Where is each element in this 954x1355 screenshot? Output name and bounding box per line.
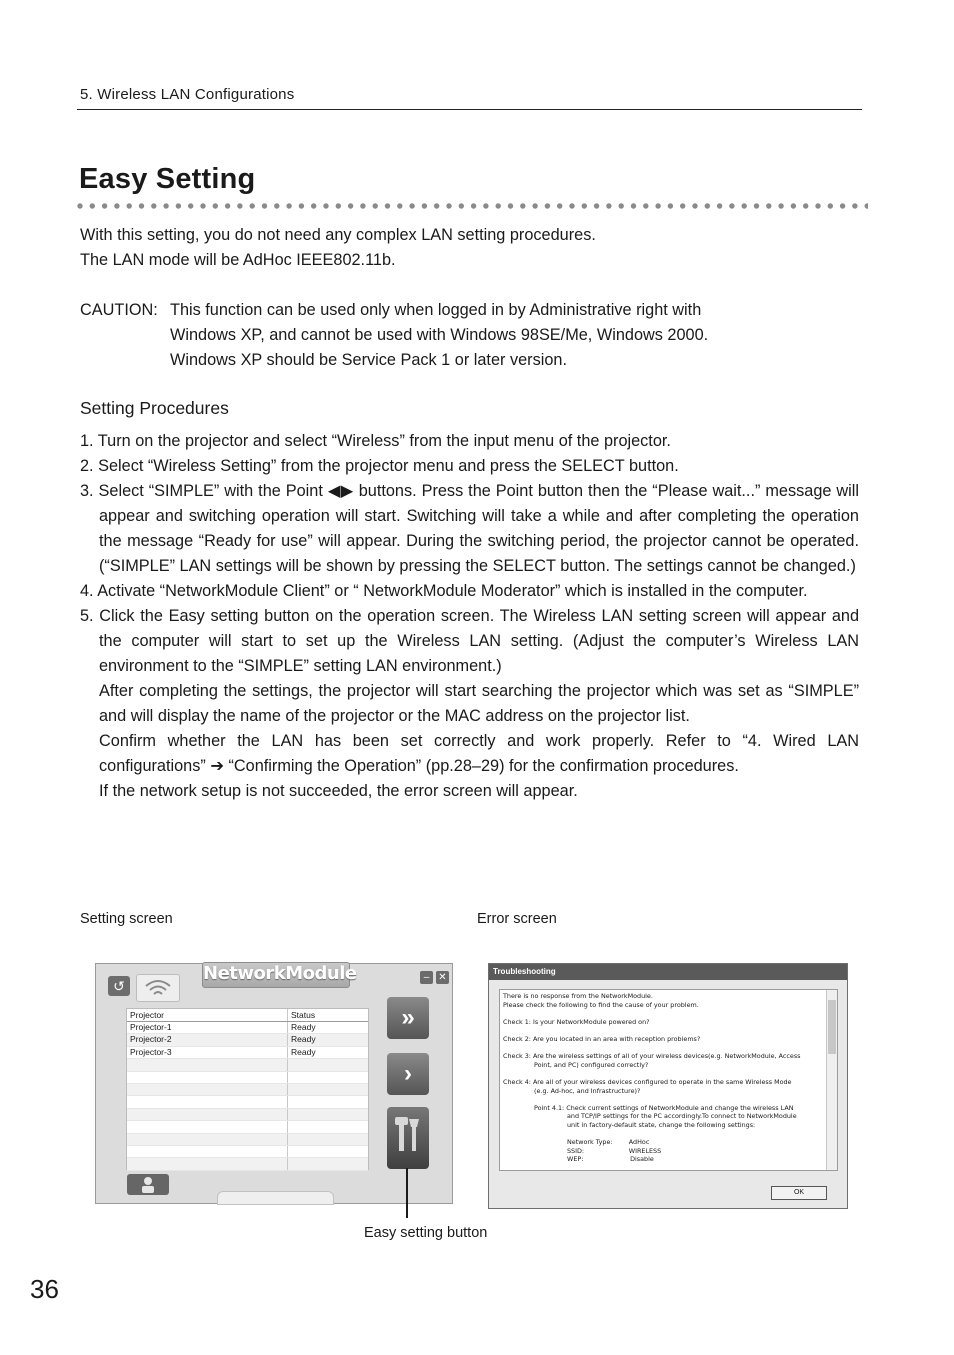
table-row xyxy=(127,1109,368,1121)
message-line xyxy=(503,1130,823,1139)
table-header xyxy=(127,1009,368,1022)
projector-name: Projector-2 xyxy=(127,1034,288,1045)
easy-setting-button[interactable] xyxy=(387,1107,429,1169)
table-row xyxy=(127,1134,368,1146)
table-row xyxy=(127,1084,368,1096)
brand-logo: NetworkModule xyxy=(202,962,350,988)
projector-status: Ready xyxy=(291,1022,316,1032)
message-line xyxy=(503,1026,823,1035)
message-line: Point, and PC) configured correctly? xyxy=(534,1060,649,1069)
message-line: Point 4.1: Check current settings of NetworkModule and change the wireless LAN xyxy=(534,1103,794,1112)
message-line xyxy=(503,1095,823,1104)
caution-line: This function can be used only when logged in by Administrative right with xyxy=(170,301,702,319)
caution-block xyxy=(80,298,860,373)
page-number: 36 xyxy=(30,1274,59,1304)
error-window-title: Troubleshooting xyxy=(489,964,847,980)
table-row xyxy=(127,1059,368,1071)
message-line: and TCP/IP settings for the PC accordingly.To connect to NetworkModule xyxy=(567,1112,797,1121)
table-row xyxy=(127,1072,368,1084)
procedure-step: 1. Turn on the projector and select “Wireless” from the input menu of the projector. xyxy=(80,432,671,450)
wireless-icon[interactable] xyxy=(136,974,180,1002)
caution-line: Windows XP should be Service Pack 1 or later version. xyxy=(170,351,567,369)
table-row[interactable] xyxy=(127,1034,368,1046)
procedure-step: 3. Select “SIMPLE” with the Point ◀▶ buttons. Press the Point button then the “Please wait...” message will appear and switching operation will start. Switching will take a while and after completing the operation the message “Ready for use” will appear. During the switching period, the projector cannot be operated. (“SIMPLE” LAN settings will be shown by pressing the SELECT button. The settings cannot be changed.) xyxy=(80,482,859,575)
page-title: Easy Setting xyxy=(79,163,256,195)
projector-status: Ready xyxy=(291,1046,316,1057)
callout-line xyxy=(406,1168,408,1218)
procedure-step: 4. Activate “NetworkModule Client” or “ NetworkModule Moderator” which is installed in the computer. xyxy=(80,582,808,600)
section-header: 5. Wireless LAN Configurations xyxy=(80,86,295,103)
header-rule xyxy=(77,109,862,110)
intro xyxy=(80,223,860,273)
user-settings-button[interactable] xyxy=(127,1174,169,1195)
projector-name: Projector-1 xyxy=(127,1022,288,1033)
column-header-status[interactable]: Status xyxy=(291,1010,316,1020)
dotted-divider xyxy=(76,202,868,210)
procedure-paragraph: Confirm whether the LAN has been set correctly and work properly. Refer to “4. Wired LAN configurations” ➔ “Confirming the Operation” (pp.28–29) for the confirmation procedures. xyxy=(99,732,859,775)
message-line: Check 4: Are all of your wireless devices configured to operate in the same Wireless Mode xyxy=(503,1077,792,1086)
message-line xyxy=(503,1009,823,1018)
ok-button[interactable]: OK xyxy=(771,1186,827,1200)
column-header-projector[interactable]: Projector xyxy=(127,1009,288,1021)
procedure-step: 5. Click the Easy setting button on the operation screen. The Wireless LAN setting screen will appear and the computer will start to set up the Wireless LAN setting. (Adjust the computer’s Wireless LAN environment to the “SIMPLE” setting LAN environment.) xyxy=(80,607,859,675)
table-row[interactable] xyxy=(127,1047,368,1059)
vertical-scrollbar[interactable] xyxy=(826,990,837,1170)
message-line: Check 3: Are the wireless settings of all of your wireless devices(e.g. NetworkModule, Access xyxy=(503,1052,801,1061)
troubleshooting-text xyxy=(499,989,838,1171)
procedure-step-5 xyxy=(80,604,859,804)
message-line: There is no response from the NetworkModule. xyxy=(503,992,653,1000)
user-icon xyxy=(127,1174,169,1195)
caution-label: CAUTION: xyxy=(80,301,158,319)
caution-line: Windows XP, and cannot be used with Windows 98SE/Me, Windows 2000. xyxy=(170,326,709,344)
procedure-list xyxy=(80,429,859,804)
wifi-icon xyxy=(137,975,179,1001)
scroll-handle[interactable] xyxy=(217,1191,334,1205)
error-screen-caption: Error screen xyxy=(477,911,557,927)
procedures-title: Setting Procedures xyxy=(80,398,229,418)
error-screen xyxy=(488,963,848,1209)
close-icon[interactable]: ✕ xyxy=(436,971,449,984)
projector-name: Projector-3 xyxy=(127,1047,288,1058)
message-line: Network Type: AdHoc xyxy=(567,1138,650,1147)
scroll-thumb[interactable] xyxy=(828,1000,836,1054)
message-line: Check 2: Are you located in an area with reception problems? xyxy=(503,1034,701,1043)
table-row xyxy=(127,1121,368,1133)
next-button[interactable]: › xyxy=(387,1053,429,1095)
intro-line: With this setting, you do not need any complex LAN setting procedures. xyxy=(80,226,596,244)
table-row xyxy=(127,1158,368,1170)
table-row xyxy=(127,1146,368,1158)
procedure-paragraph: After completing the settings, the projector will start searching the projector which was set as “SIMPLE” and will display the name of the projector or the MAC address on the projector list. xyxy=(99,682,859,725)
easy-setting-caption: Easy setting button xyxy=(364,1225,488,1241)
intro-line: The LAN mode will be AdHoc IEEE802.11b. xyxy=(80,251,396,269)
message-line xyxy=(503,1044,823,1053)
message-line: SSID: WIRELESS xyxy=(567,1146,662,1155)
table-row[interactable] xyxy=(127,1022,368,1034)
table-row xyxy=(127,1096,368,1108)
refresh-icon[interactable]: ↺ xyxy=(108,976,130,996)
message-line xyxy=(503,1069,823,1078)
minimize-icon[interactable]: – xyxy=(420,971,433,984)
tools-icon xyxy=(387,1107,429,1169)
procedure-step: 2. Select “Wireless Setting” from the projector menu and press the SELECT button. xyxy=(80,457,679,475)
message-line: unit in factory-default state, change the following settings: xyxy=(567,1120,756,1129)
message-line: Please check the following to find the cause of your problem. xyxy=(503,1000,699,1009)
message-line: (e.g. Ad-hoc, and Infrastructure)? xyxy=(534,1086,641,1095)
setting-screen xyxy=(95,963,453,1204)
projector-status: Ready xyxy=(291,1034,316,1045)
fast-forward-button[interactable]: » xyxy=(387,997,429,1039)
setting-screen-caption: Setting screen xyxy=(80,911,173,927)
message-line: WEP: Disable xyxy=(567,1155,654,1164)
procedure-paragraph: If the network setup is not succeeded, the error screen will appear. xyxy=(99,782,578,800)
projector-table xyxy=(126,1008,369,1170)
message-line: Check 1: Is your NetworkModule powered on? xyxy=(503,1017,650,1026)
